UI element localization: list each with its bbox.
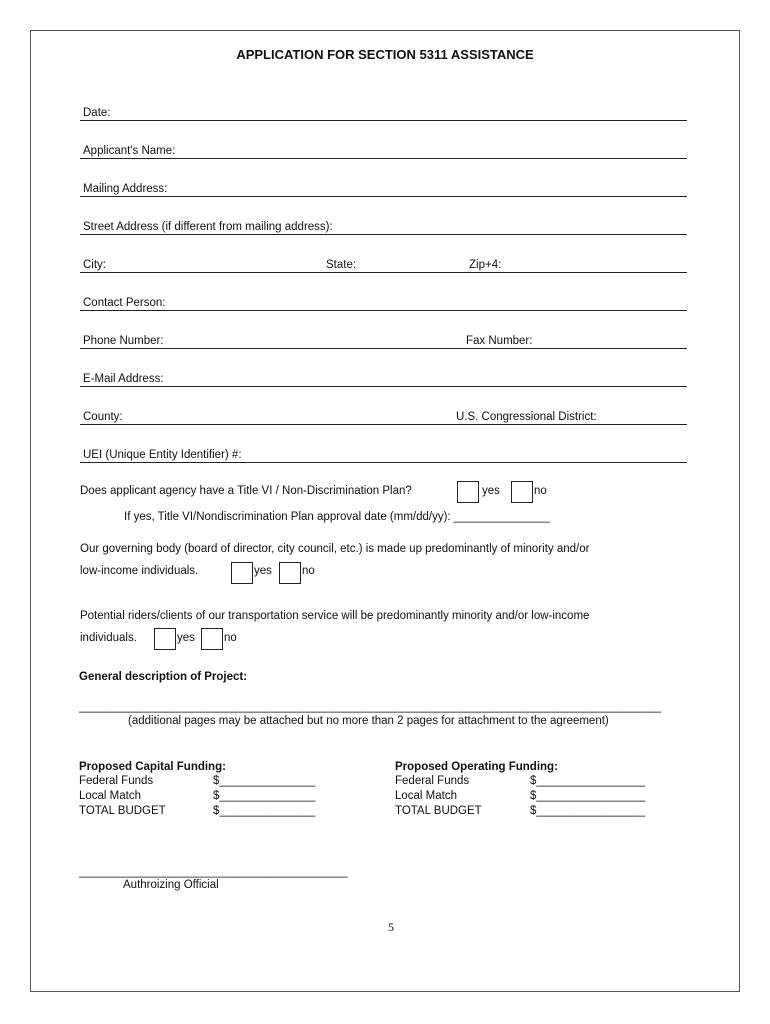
governing-yes-checkbox[interactable] <box>231 562 253 584</box>
governing-yes-label: yes <box>254 565 272 577</box>
signature-line[interactable]: __________________________________________ <box>79 866 348 878</box>
date-label: Date: <box>83 107 111 119</box>
mailing-address-field[interactable] <box>80 179 687 197</box>
governing-body-question-cont: low-income individuals. <box>80 565 199 577</box>
email-field[interactable] <box>80 369 687 387</box>
contact-person-field[interactable] <box>80 293 687 311</box>
street-address-field[interactable] <box>80 217 687 235</box>
operating-local-value[interactable]: $_________________ <box>530 790 646 802</box>
date-field[interactable] <box>80 103 687 121</box>
capital-total-value[interactable]: $_______________ <box>213 805 316 817</box>
phone-label: Phone Number: <box>83 335 164 347</box>
operating-total-value[interactable]: $_________________ <box>530 805 646 817</box>
capital-total-label: TOTAL BUDGET <box>79 805 166 817</box>
county-label: County: <box>83 411 123 423</box>
page-number: 5 <box>388 920 394 934</box>
capital-local-value[interactable]: $_______________ <box>213 790 316 802</box>
title-vi-yes-label: yes <box>482 485 500 497</box>
email-label: E-Mail Address: <box>83 373 164 385</box>
riders-question-cont: individuals. <box>80 632 137 644</box>
state-label: State: <box>326 259 357 271</box>
project-description-note: (additional pages may be attached but no more than 2 pages for attachment to the agreement) <box>128 715 609 727</box>
title-vi-no-checkbox[interactable] <box>511 481 533 503</box>
contact-person-label: Contact Person: <box>83 297 166 309</box>
title-vi-date-prompt[interactable]: If yes, Title VI/Nondiscrimination Plan approval date (mm/dd/yy): _______________ <box>124 511 550 523</box>
riders-no-label: no <box>224 632 237 644</box>
operating-federal-label: Federal Funds <box>395 775 470 787</box>
mailing-address-label: Mailing Address: <box>83 183 168 195</box>
phone-fax-field[interactable] <box>80 331 687 349</box>
city-state-zip-field[interactable] <box>80 255 687 273</box>
governing-no-label: no <box>302 565 315 577</box>
county-district-field[interactable] <box>80 407 687 425</box>
project-description-line[interactable]: ___________________________________________________________________________________________ <box>79 701 662 713</box>
riders-yes-label: yes <box>177 632 195 644</box>
zip-label: Zip+4: <box>469 259 502 271</box>
operating-federal-value[interactable]: $_________________ <box>530 775 646 787</box>
capital-local-label: Local Match <box>79 790 142 802</box>
capital-funding-heading: Proposed Capital Funding: <box>79 761 226 773</box>
applicant-name-label: Applicant's Name: <box>83 145 176 157</box>
signature-label: Authroizing Official <box>123 879 219 891</box>
fax-label: Fax Number: <box>466 335 533 347</box>
form-title: APPLICATION FOR SECTION 5311 ASSISTANCE <box>236 47 534 62</box>
city-label: City: <box>83 259 106 271</box>
project-description-heading: General description of Project: <box>79 671 248 683</box>
governing-body-question: Our governing body (board of director, city council, etc.) is made up predominantly of minority and/or <box>80 543 590 555</box>
title-vi-yes-checkbox[interactable] <box>457 481 479 503</box>
operating-funding-heading: Proposed Operating Funding: <box>395 761 558 773</box>
operating-total-label: TOTAL BUDGET <box>395 805 482 817</box>
governing-no-checkbox[interactable] <box>279 562 301 584</box>
riders-question: Potential riders/clients of our transportation service will be predominantly minority and/or low-income <box>80 610 590 622</box>
operating-local-label: Local Match <box>395 790 458 802</box>
applicant-name-field[interactable] <box>80 141 687 159</box>
congressional-district-label: U.S. Congressional District: <box>456 411 597 423</box>
uei-field[interactable] <box>80 445 687 463</box>
title-vi-no-label: no <box>534 485 547 497</box>
riders-yes-checkbox[interactable] <box>154 628 176 650</box>
uei-label: UEI (Unique Entity Identifier) #: <box>83 449 242 461</box>
title-vi-question: Does applicant agency have a Title VI / Non-Discrimination Plan? <box>80 485 412 497</box>
riders-no-checkbox[interactable] <box>201 628 223 650</box>
capital-federal-label: Federal Funds <box>79 775 154 787</box>
capital-federal-value[interactable]: $_______________ <box>213 775 316 787</box>
street-address-label: Street Address (if different from mailing address): <box>83 221 333 233</box>
